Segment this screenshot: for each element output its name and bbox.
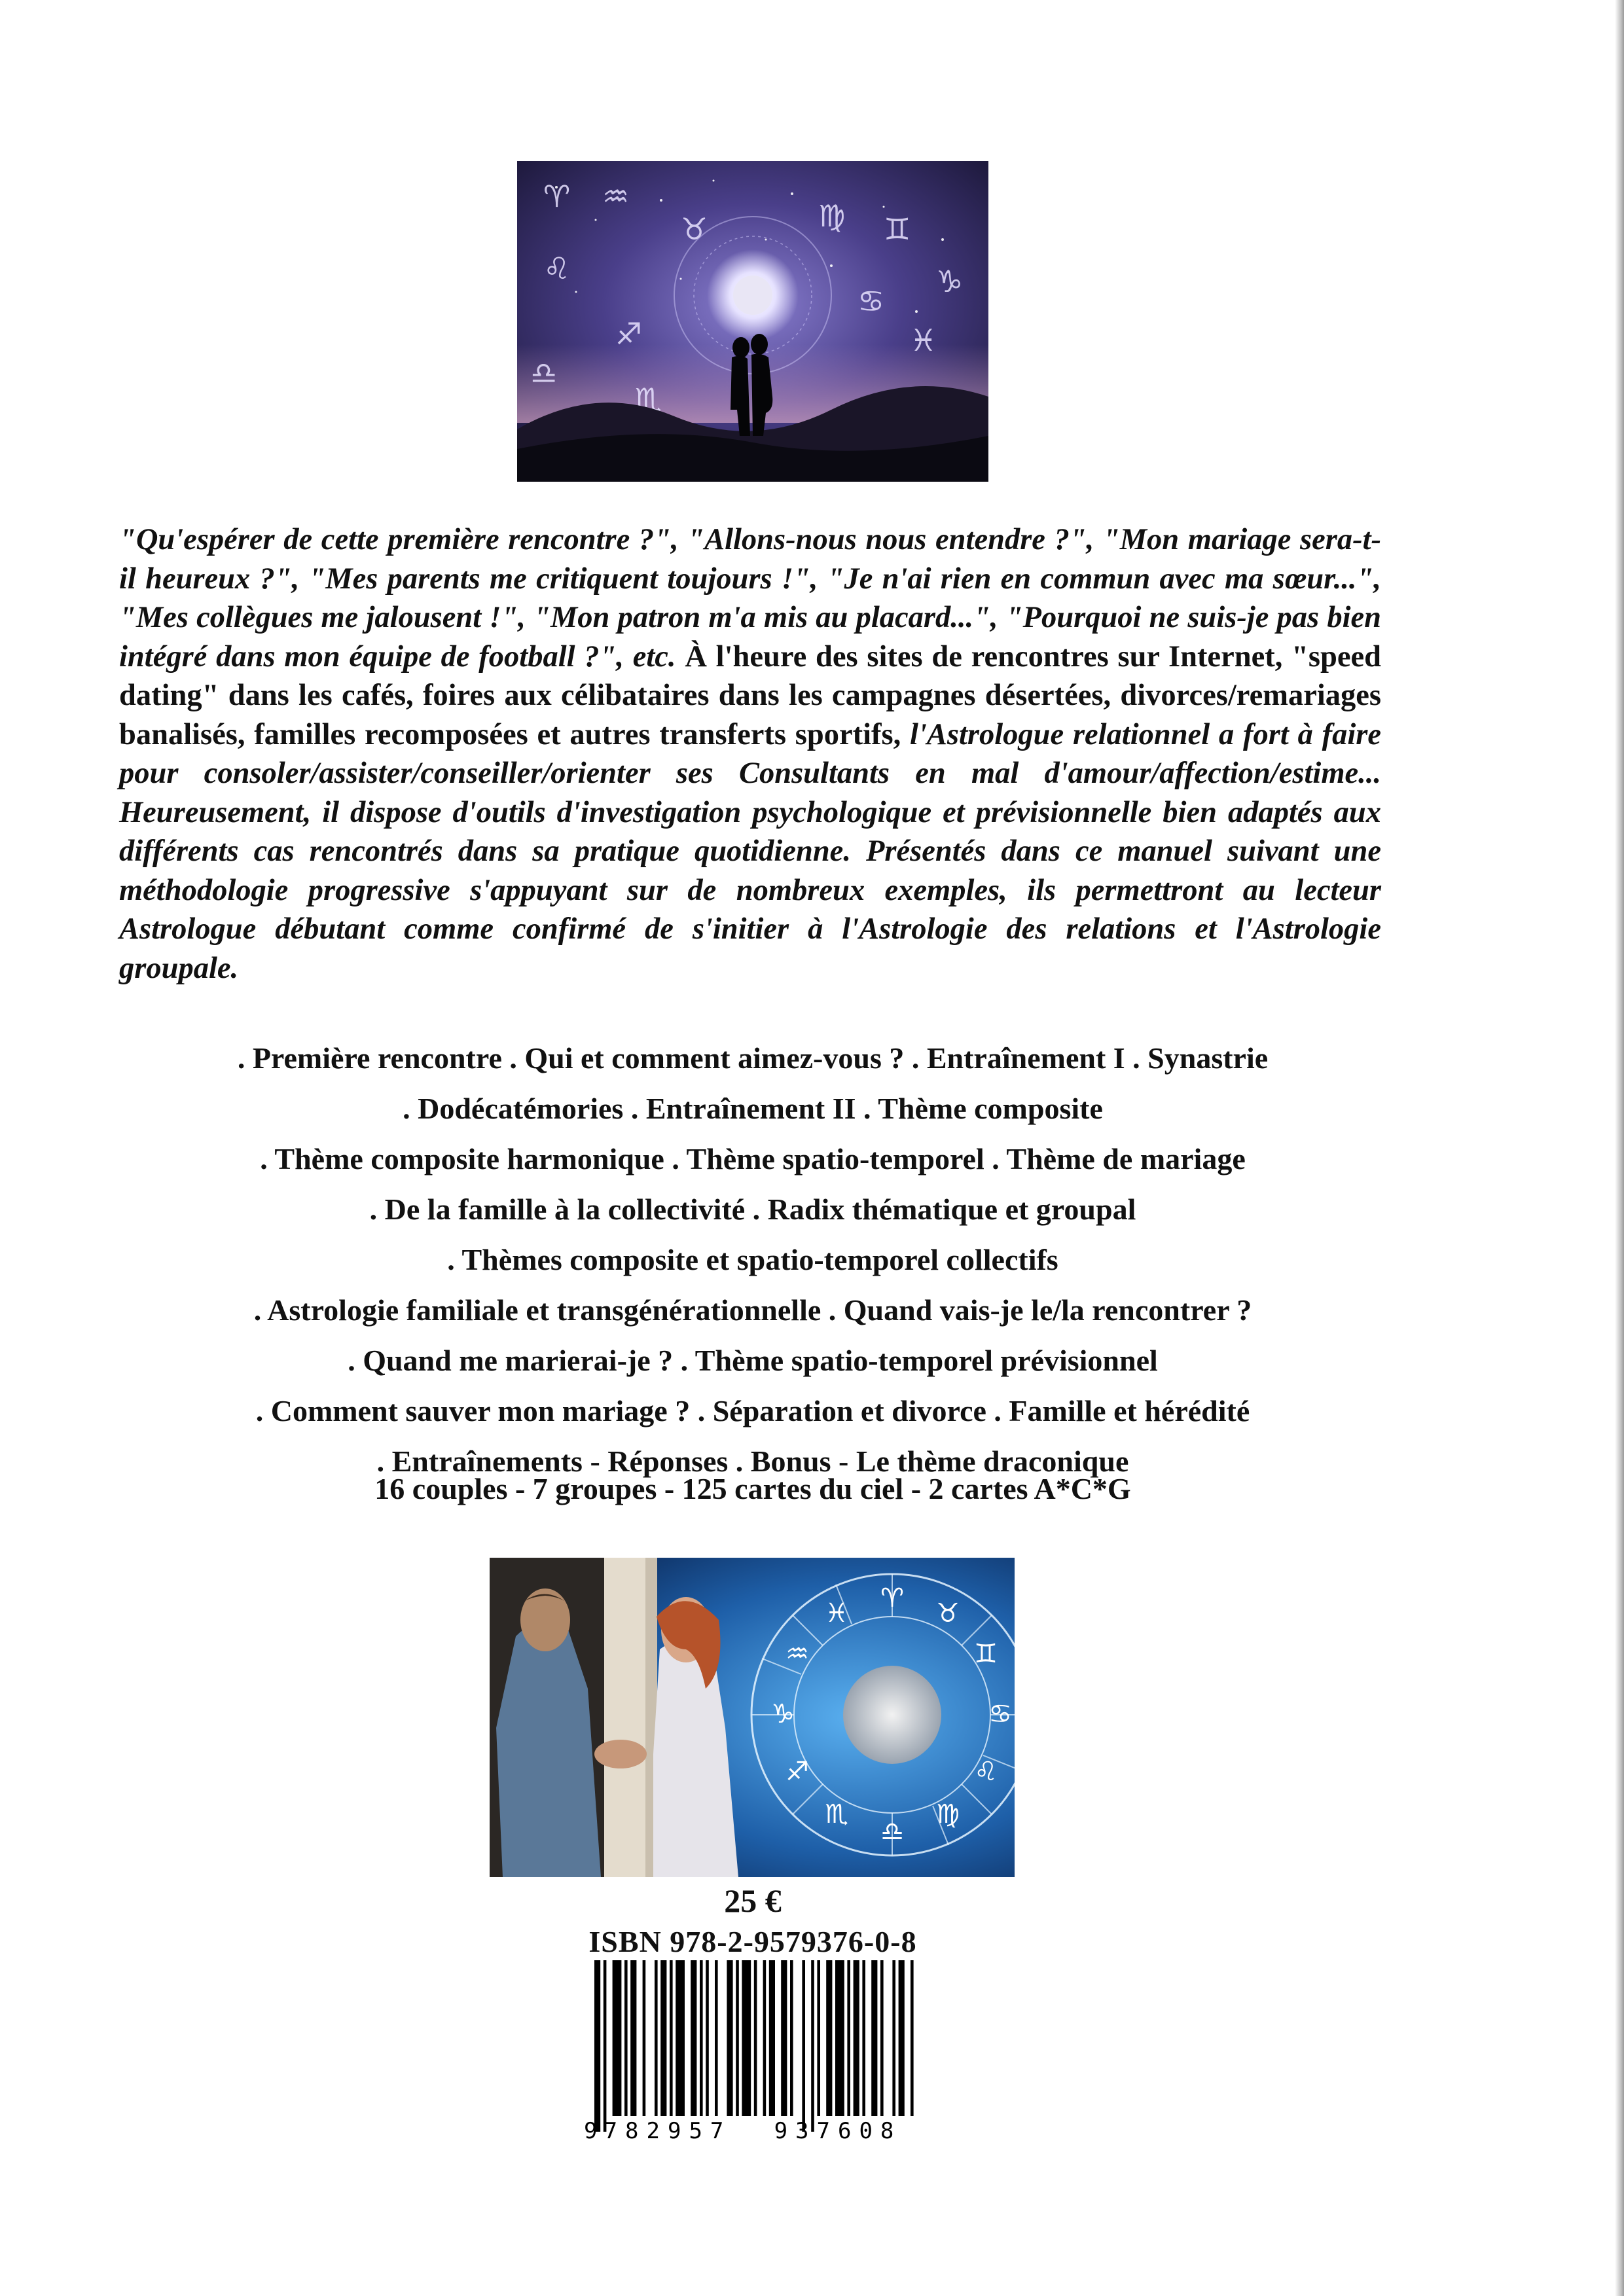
zodiac-glyph-icon: ♐ (785, 1757, 809, 1787)
barcode-digits: 9 (584, 2118, 605, 2144)
zodiac-glyph-icon: ♏ (635, 382, 662, 417)
zodiac-glyph-icon: ♓ (910, 323, 937, 358)
barcode-bar (706, 1960, 709, 2116)
barcode-digits: 937608 (774, 2118, 902, 2144)
barcode-bar (676, 1960, 685, 2116)
barcode-bar (660, 1960, 666, 2116)
contents-line: . Astrologie familiale et transgénérationnelle . Quand vais-je le/la rencontrer ? (253, 1293, 1252, 1327)
cover-image-couple-zodiac-sky (517, 161, 988, 482)
zodiac-wheel-illustration (490, 1558, 1015, 1877)
intro-context: À l'heure des sites de rencontres sur Internet, "speed dating" dans les cafés, foires aux célibataires dans les campagnes désertées, divorces/remariages banalisés, familles recomposées et autres transferts sportifs, (119, 639, 1381, 751)
barcode-bar (817, 1960, 820, 2116)
intro-quotes: "Qu'espérer de cette première rencontre ?", "Allons-nous nous entendre ?", "Mon mariage sera-t-il heureux ?", "Mes parents me critiquent toujours !", "Je n'ai rien en commun avec ma sœur...", "Mes collègues me jalousent !", "Mon patron m'a mis au placard...", "Pourquoi ne suis-je pas bien intégré dans mon équipe de football ?", etc. (119, 523, 1381, 673)
intro-conclusion: l'Astrologue relationnel a fort à faire pour consoler/assister/conseiller/orienter ses Consultants en mal d'amour/affection/estime... Heureusement, il dispose d'outils d'investigation psychologique et prévisionnelle bien adaptés aux différents cas rencontrés dans sa pratique quotidienne. Présentés dans ce manuel suivant une méthodologie progressive s'appuyant sur de nombreux exemples, ils permettront au lecteur Astrologue débutant comme confirmé de s'initier à l'Astrologie des relations et l'Astrologie groupale. (119, 717, 1381, 985)
zodiac-glyph-icon: ♑ (771, 1699, 795, 1729)
zodiac-glyph-icon: ♎ (530, 355, 558, 391)
zodiac-glyph-icon: ♉ (681, 211, 708, 247)
contents-line: . Comment sauver mon mariage ? . Séparation et divorce . Famille et hérédité (255, 1394, 1250, 1427)
zodiac-glyph-icon: ♊ (884, 211, 911, 247)
zodiac-glyph-icon: ♌ (543, 251, 571, 286)
contents-line: . Première rencontre . Qui et comment aimez-vous ? . Entraînement I . Synastrie (237, 1041, 1269, 1075)
barcode-bar (670, 1960, 673, 2116)
cover-image-couple-zodiac-wheel (490, 1558, 1015, 1877)
barcode-bar (630, 1960, 636, 2116)
zodiac-glyph-icon: ♎ (880, 1817, 904, 1847)
barcode-bar (655, 1960, 658, 2116)
contents-line: . Thèmes composite et spatio-temporel collectifs (447, 1243, 1058, 1276)
zodiac-glyph-icon: ♒ (602, 179, 630, 214)
zodiac-glyph-icon: ♐ (615, 316, 643, 351)
barcode-bar (727, 1960, 732, 2116)
barcode-bar (624, 1960, 628, 2116)
book-stats: 16 couples - 7 groupes - 125 cartes du ciel - 2 cartes A*C*G (374, 1472, 1131, 1505)
zodiac-glyph-icon: ♍ (818, 198, 846, 234)
barcode-digits: 782957 (604, 2118, 732, 2144)
barcode-bar (871, 1960, 877, 2116)
barcode-bar (892, 1960, 895, 2116)
contents-line: . Thème composite harmonique . Thème spatio-temporel . Thème de mariage (260, 1142, 1246, 1175)
barcode-bar (899, 1960, 905, 2116)
barcode-bar (854, 1960, 859, 2116)
barcode-bar (594, 1960, 600, 2132)
barcode-bar (781, 1960, 787, 2116)
zodiac-glyph-icon: ♈ (880, 1583, 904, 1613)
barcode-bar (715, 1960, 718, 2116)
zodiac-glyph-icon: ♒ (785, 1639, 809, 1669)
barcode-bar (769, 1960, 775, 2116)
zodiac-glyph-icon: ♏ (825, 1799, 848, 1829)
contents-line: . Dodécatémories . Entraînement II . Thème composite (403, 1092, 1103, 1125)
zodiac-glyph-icon: ♉ (936, 1598, 960, 1628)
barcode-bar (880, 1960, 884, 2116)
zodiac-glyph-icon: ♋ (857, 283, 885, 319)
barcode-bar (604, 1960, 607, 2132)
zodiac-glyph-icon: ♈ (543, 179, 571, 214)
barcode-bar (754, 1960, 757, 2116)
barcode-bar (763, 1960, 767, 2116)
barcode-bar (847, 1960, 850, 2116)
barcode-bars (576, 1960, 929, 2144)
zodiac-glyph-icon: ♋ (988, 1699, 1012, 1729)
page-edge-shadow (1615, 0, 1624, 2296)
zodiac-glyph-icon: ♍ (936, 1799, 960, 1829)
barcode-bar (911, 1960, 914, 2116)
barcode-bar (643, 1960, 646, 2116)
isbn-label: ISBN 978-2-9579376-0-8 (588, 1925, 917, 1958)
zodiac-glyph-icon: ♑ (936, 264, 964, 299)
zodiac-sky-illustration (517, 161, 988, 482)
contents-list (98, 1033, 1407, 1486)
zodiac-glyph-icon: ♊ (974, 1639, 998, 1669)
barcode-bar (802, 1960, 805, 2132)
zodiac-glyph-icon: ♓ (825, 1598, 848, 1628)
isbn-barcode (576, 1960, 929, 2144)
barcode-bar (790, 1960, 793, 2116)
barcode-bar (811, 1960, 814, 2132)
contents-line: . De la famille à la collectivité . Radix thématique et groupal (369, 1193, 1136, 1226)
contents-line: . Entraînements - Réponses . Bonus - Le thème draconique (376, 1444, 1129, 1478)
barcode-bar (700, 1960, 703, 2116)
intro-paragraph (119, 520, 1381, 988)
barcode-bar (691, 1960, 696, 2116)
zodiac-glyph-icon: ♌ (974, 1757, 998, 1787)
contents-line: . Quand me marierai-je ? . Thème spatio-temporel prévisionnel (348, 1344, 1158, 1377)
barcode-bar (862, 1960, 865, 2116)
barcode-bar (613, 1960, 622, 2116)
barcode-bar (736, 1960, 739, 2116)
barcode-bar (826, 1960, 832, 2116)
barcode-bar (835, 1960, 844, 2116)
barcode-bar (742, 1960, 751, 2116)
price-label: 25 € (724, 1882, 782, 1919)
